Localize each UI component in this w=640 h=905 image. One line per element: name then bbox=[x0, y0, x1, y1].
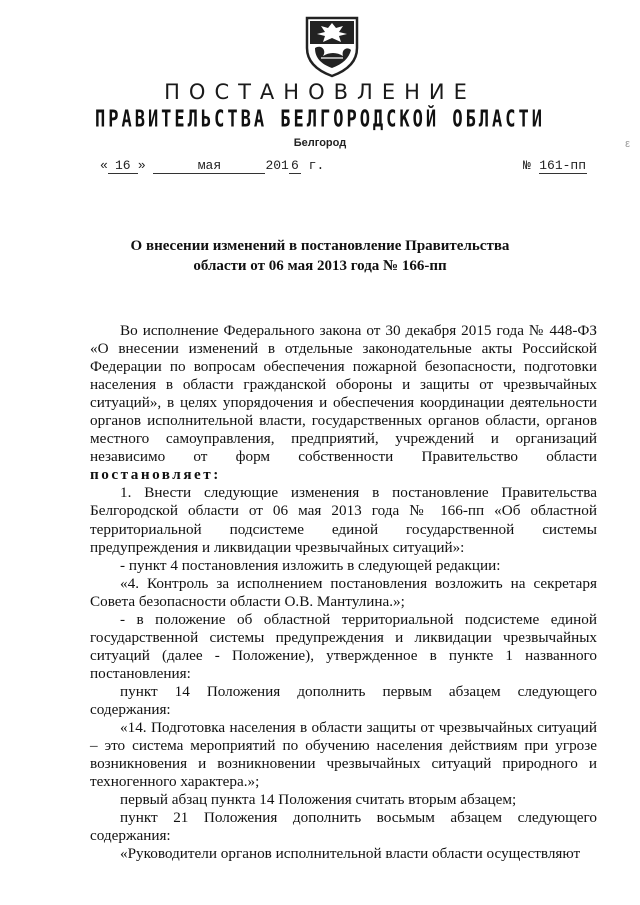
heading-line-2: области от 06 мая 2013 года № 166-пп bbox=[193, 258, 447, 274]
number-value: 161-пп bbox=[539, 158, 587, 173]
margin-mark: ε bbox=[625, 138, 630, 150]
date-day: 16 bbox=[108, 158, 138, 174]
preamble-text: Во исполнение Федерального закона от 30 декабря 2015 года № 448-ФЗ «О внесении изменений в отдельные законодательные акты Российской Федерации по вопросам обеспечения пожарной безопасности, подготовки населения в области гражданской обороны и защиты от чрезвычайных ситуаций», в целях упорядочения и обеспечения координации деятельности органов исполнительной власти, государственных органов области, органов местного самоуправления, предприятий, учреждений и организаций независимо от форм собственности Правительство области bbox=[90, 322, 597, 466]
paragraph-preamble bbox=[90, 322, 597, 484]
city-name: Белгород bbox=[293, 137, 347, 149]
document-body bbox=[90, 322, 597, 863]
paragraph-first-abzac: первый абзац пункта 14 Положения считать вторым абзацем; bbox=[120, 791, 517, 809]
document-heading bbox=[0, 236, 640, 276]
date-line bbox=[100, 158, 324, 174]
date-close-quote: » bbox=[137, 158, 146, 173]
number-prefix: № bbox=[523, 158, 531, 173]
date-year-suffix: г. bbox=[300, 158, 325, 173]
issuing-authority: ПРАВИТЕЛЬСТВА БЕЛГОРОДСКОЙ ОБЛАСТИ bbox=[95, 106, 545, 133]
coat-of-arms-icon bbox=[303, 14, 361, 78]
paragraph-item-4-text: «4. Контроль за исполнением постановления возложить на секретаря Совета безопасности области О.В. Мантулина.»; bbox=[90, 574, 597, 610]
heading-line-1: О внесении изменений в постановление Правительства bbox=[130, 238, 510, 254]
paragraph-point-14-text: «14. Подготовка населения в области защиты от чрезвычайных ситуаций – это система мероприятий по обучению населения действиям при угрозе возникновения и возникновении чрезвычайных ситуаций природного и техногенного характера.»; bbox=[90, 719, 597, 791]
paragraph-item-1: 1. Внести следующие изменения в постановление Правительства Белгородской области от 06 мая 2013 года № 166-пп «Об областной территориальной подсистеме единой государственной системы предупреждения и ликвидации чрезвычайных ситуаций»: bbox=[90, 484, 597, 556]
date-open-quote: « bbox=[100, 158, 108, 173]
paragraph-item-4-intro: - пункт 4 постановления изложить в следующей редакции: bbox=[120, 556, 501, 574]
decree-keyword: постановляет: bbox=[90, 466, 221, 484]
date-month: мая bbox=[153, 158, 265, 174]
paragraph-regulation-intro: - в положение об областной территориальной подсистеме единой государственной системы предупреждения и ликвидации чрезвычайных ситуаций (далее - Положение), утвержденное в пункте 1 названного постановления: bbox=[90, 610, 597, 682]
document-title: ПОСТАНОВЛЕНИЕ bbox=[164, 80, 476, 104]
paragraph-point-14: пункт 14 Положения дополнить первым абзацем следующего содержания: bbox=[90, 682, 597, 718]
date-year-prefix: 201 bbox=[265, 158, 289, 173]
paragraph-point-21: пункт 21 Положения дополнить восьмым абзацем следующего содержания: bbox=[90, 809, 597, 845]
document-number bbox=[523, 158, 587, 174]
paragraph-point-21-text: «Руководители органов исполнительной власти области осуществляют bbox=[120, 845, 581, 863]
date-year-digit: 6 bbox=[289, 158, 301, 174]
